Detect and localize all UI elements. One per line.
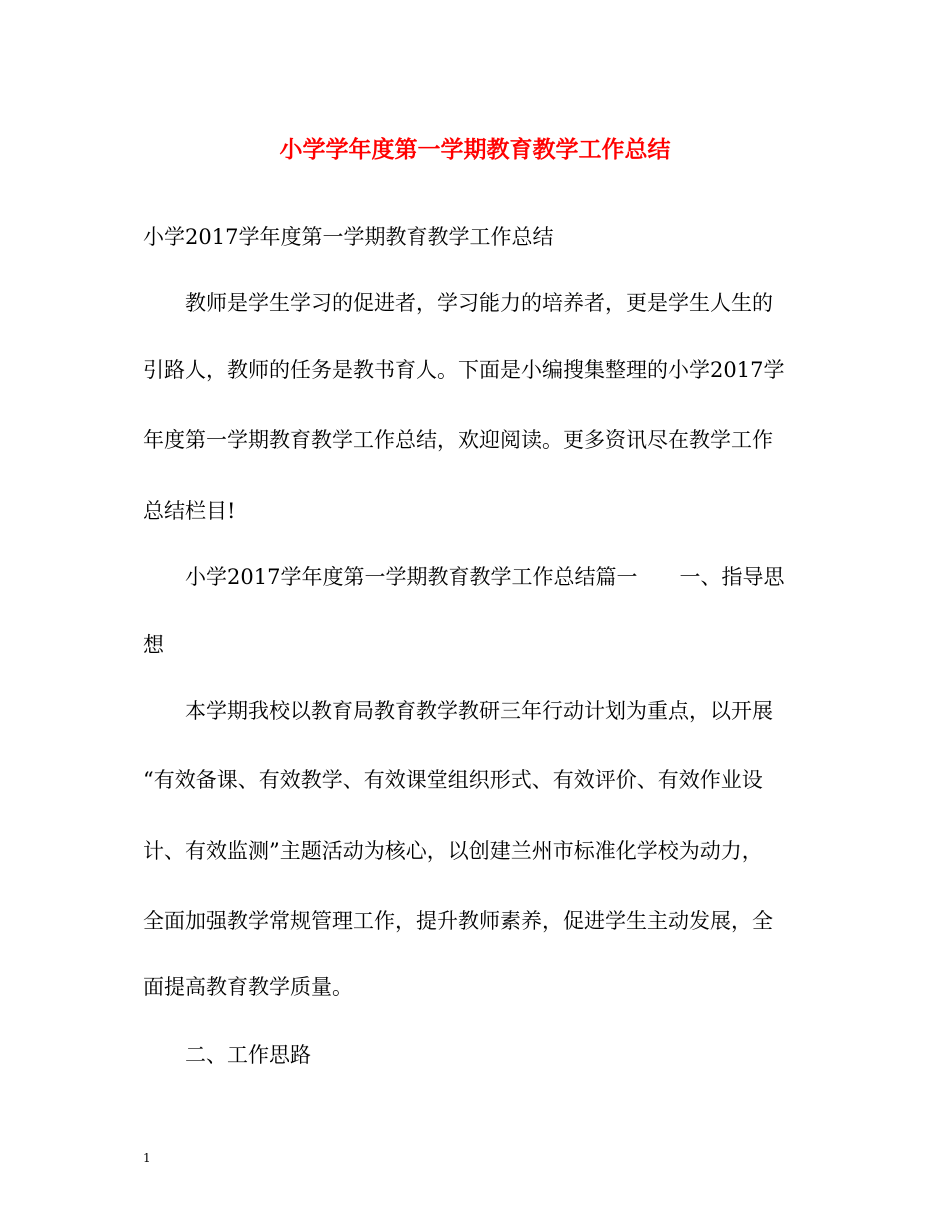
paragraph-line: 引路人，教师的任务是教书育人。下面是小编搜集整理的小学2017学 (143, 358, 785, 382)
paragraph-line: 面提高教育教学质量。 (143, 975, 353, 999)
paragraph-line: 总结栏目! (143, 499, 236, 523)
paragraph-line: 小学2017学年度第一学期教育教学工作总结篇一 一、指导思 (185, 565, 785, 589)
paragraph-line: 年度第一学期教育教学工作总结，欢迎阅读。更多资讯尽在教学工作 (143, 428, 773, 452)
paragraph-line: 教师是学生学习的促进者，学习能力的培养者，更是学生人生的 (185, 291, 773, 315)
paragraph-line: “有效备课、有效教学、有效课堂组织形式、有效评价、有效作业设 (143, 768, 763, 792)
paragraph-line: 本学期我校以教育局教育教学教研三年行动计划为重点，以开展 (185, 699, 773, 723)
paragraph-line: 想 (143, 633, 164, 657)
paragraph-line: 全面加强教学常规管理工作，提升教师素养，促进学生主动发展，全 (143, 909, 773, 933)
page-number: 1 (143, 1151, 151, 1165)
paragraph-line: 计、有效监测”主题活动为核心，以创建兰州市标准化学校为动力， (143, 839, 763, 863)
document-title: 小学学年度第一学期教育教学工作总结 (279, 136, 671, 163)
subtitle-line: 小学2017学年度第一学期教育教学工作总结 (143, 225, 554, 249)
section-heading: 二、工作思路 (185, 1043, 311, 1067)
